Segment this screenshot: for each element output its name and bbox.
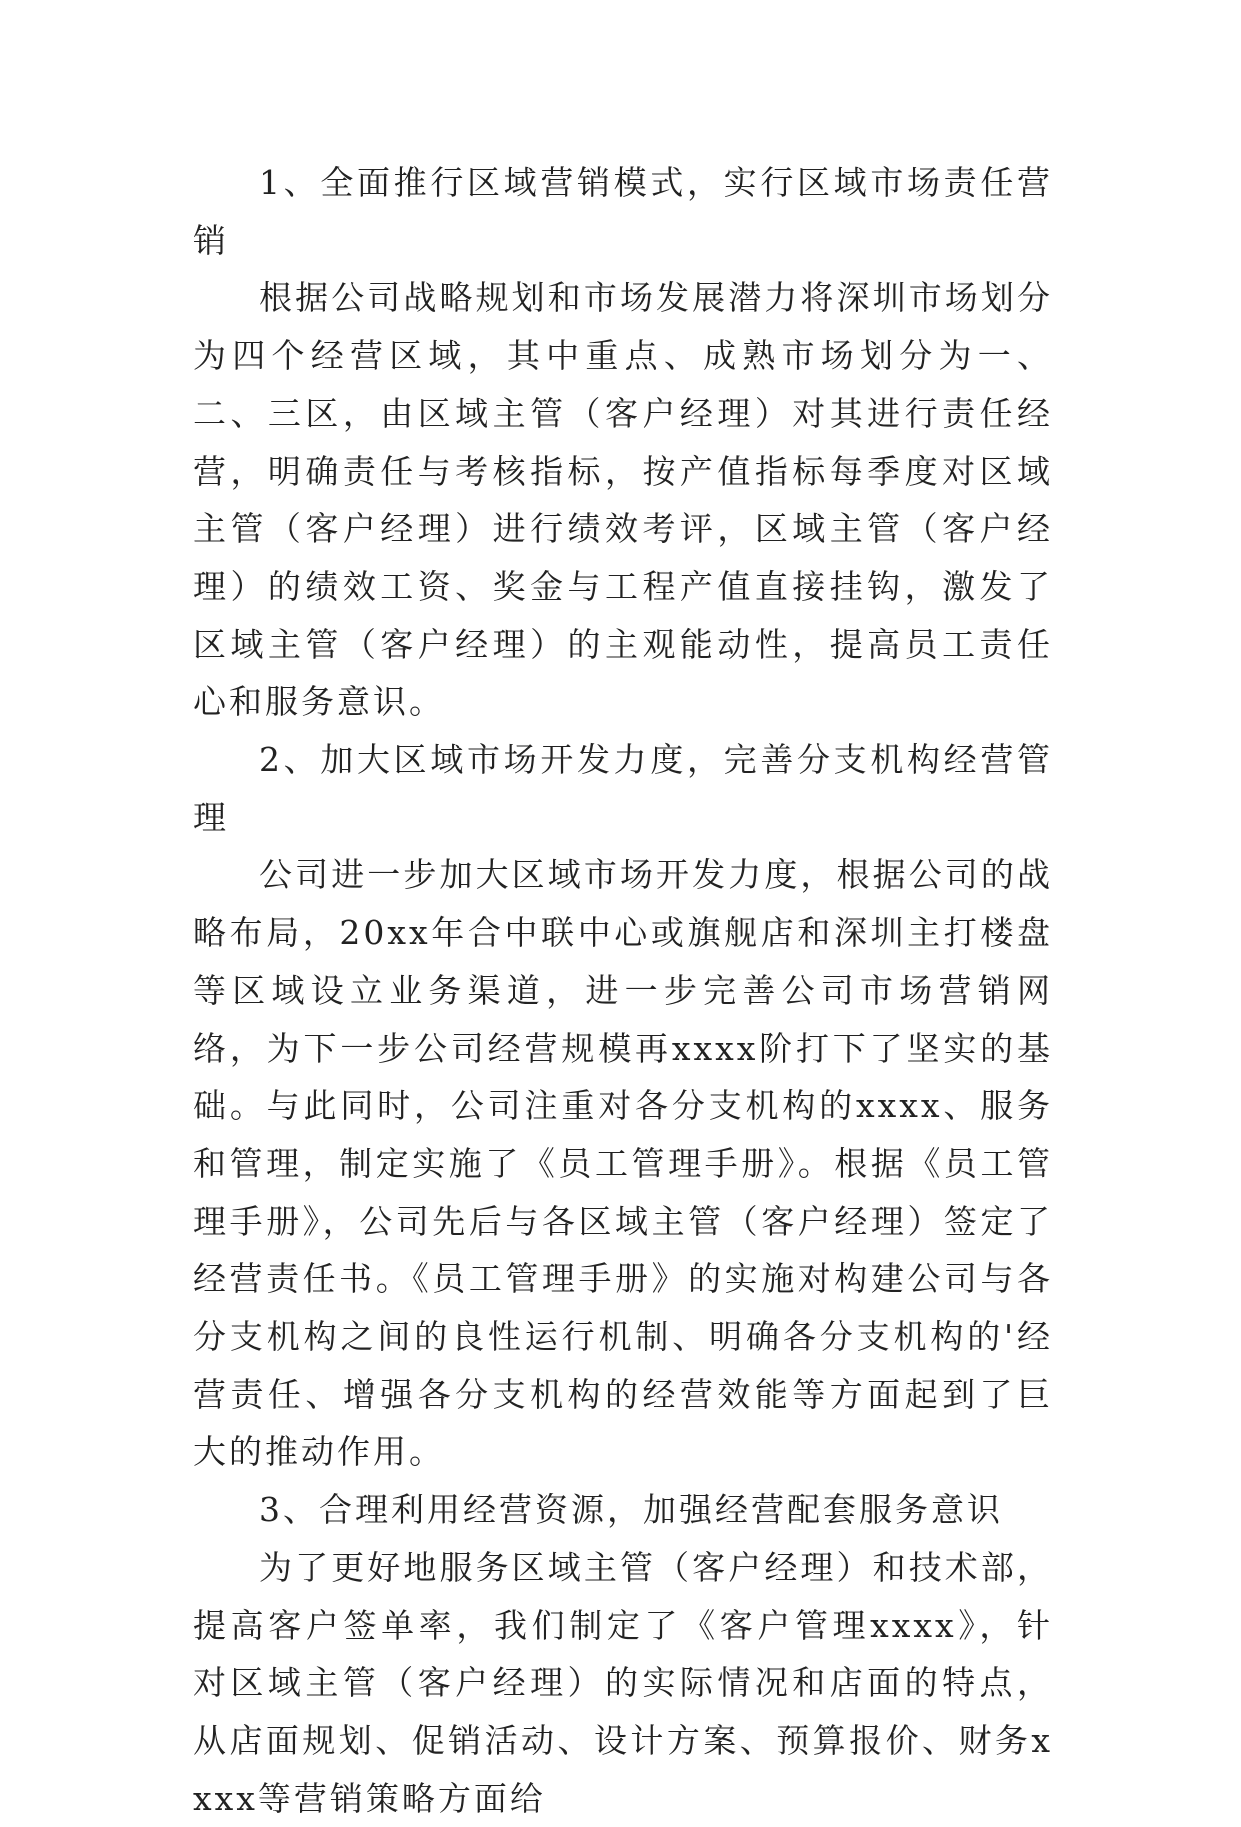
section-heading-1: 1、全面推行区域营销模式，实行区域市场责任营销: [193, 163, 1053, 260]
body-paragraph-3: 为了更好地服务区域主管（客户经理）和技术部，提高客户签单率，我们制定了《客户管理xxxx》，针对区域主管（客户经理）的实际情况和店面的特点，从店面规划、促销活动、设计方案、预算报价、财务xxxx等营销策略方面给: [193, 1547, 1053, 1818]
document-body: [193, 154, 1053, 1827]
body-paragraph-1: 根据公司战略规划和市场发展潜力将深圳市场划分为四个经营区域，其中重点、成熟市场划分为一、二、三区，由区域主管（客户经理）对其进行责任经营，明确责任与考核指标，按产值指标每季度对区域主管（客户经理）进行绩效考评，区域主管（客户经理）的绩效工资、奖金与工程产值直接挂钩，激发了区域主管（客户经理）的主观能动性，提高员工责任心和服务意识。: [193, 278, 1053, 722]
section-heading-3: 3、合理利用经营资源，加强经营配套服务意识: [259, 1490, 1003, 1530]
section-heading-2: 2、加大区域市场开发力度，完善分支机构经营管理: [193, 740, 1053, 837]
body-paragraph-2: 公司进一步加大区域市场开发力度，根据公司的战略布局，20xx年合中联中心或旗舰店和深圳主打楼盘等区域设立业务渠道，进一步完善公司市场营销网络，为下一步公司经营规模再xxxx阶打下了坚实的基础。与此同时，公司注重对各分支机构的xxxx、服务和管理，制定实施了《员工管理手册》。根据《员工管理手册》，公司先后与各区域主管（客户经理）签定了经营责任书。《员工管理手册》的实施对构建公司与各分支机构之间的良性运行机制、明确各分支机构的'经营责任、增强各分支机构的经营效能等方面起到了巨大的推动作用。: [193, 855, 1053, 1472]
